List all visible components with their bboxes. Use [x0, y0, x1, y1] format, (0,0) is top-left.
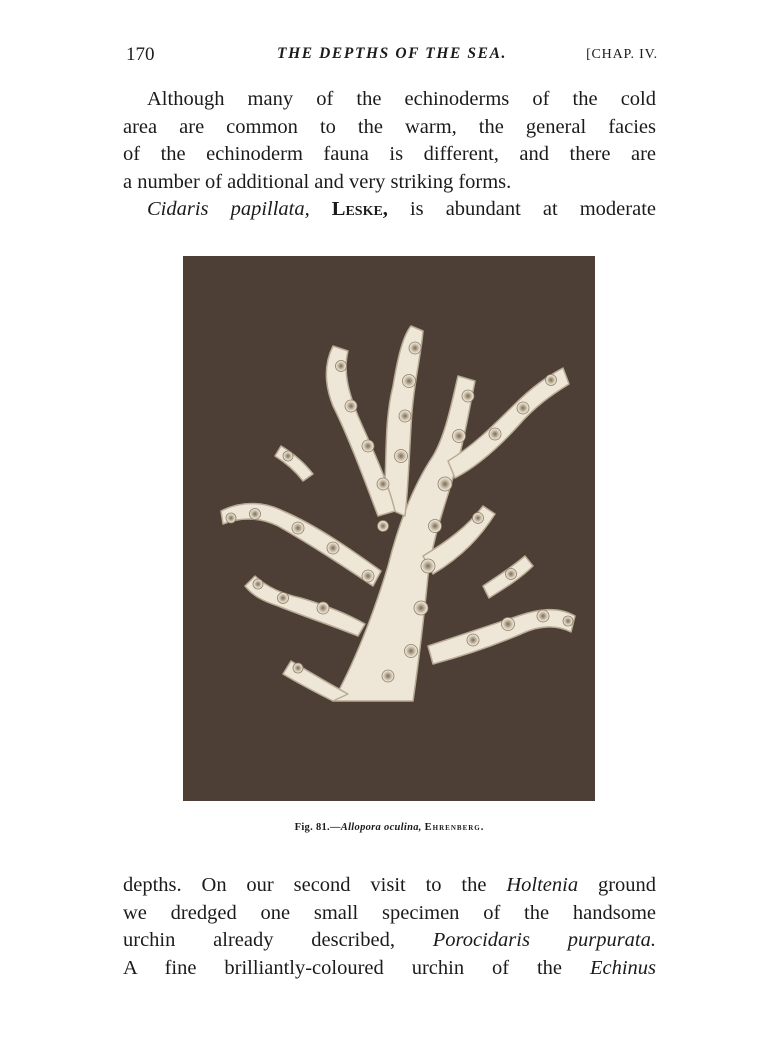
- text-line: a number of additional and very striking forms.: [123, 170, 512, 193]
- paragraph-top: [123, 86, 656, 224]
- text-line-cidaris: [123, 196, 656, 224]
- running-head: [126, 44, 658, 68]
- text-line: Although many of the echinoderms of the cold: [147, 88, 656, 110]
- paragraph-bottom: [123, 872, 656, 982]
- caption-species: Allopora oculina,: [340, 822, 422, 833]
- text-fragment: ground: [597, 874, 657, 896]
- text-line: [123, 927, 656, 955]
- chapter-reference: [CHAP. IV.: [586, 47, 658, 62]
- species-name: Cidaris papillata,: [147, 198, 310, 220]
- genus-name: Echinus: [589, 956, 656, 979]
- author-name: Leske,: [331, 198, 388, 220]
- caption-author: Ehrenberg.: [424, 822, 485, 833]
- coral-illustration: [183, 256, 595, 801]
- text-line: we dredged one small specimen of the handsome: [123, 901, 656, 924]
- caption-label: Fig. 81.—: [294, 822, 341, 833]
- species-name: Porocidaris purpurata.: [432, 929, 656, 951]
- figure-caption: [123, 822, 656, 833]
- text-line: of the echinoderm fauna is different, and there are: [123, 143, 656, 165]
- running-title: THE DEPTHS OF THE SEA.: [277, 45, 507, 62]
- text-line: [123, 955, 656, 983]
- genus-name: Holtenia: [506, 874, 579, 896]
- coral-figure-plate: [183, 256, 595, 801]
- text-fragment: A fine brilliantly-coloured urchin of the: [123, 956, 563, 979]
- text-fragment: is abundant at moderate: [409, 198, 656, 220]
- text-line: area are common to the warm, the general facies: [123, 115, 656, 138]
- page-number: 170: [126, 44, 155, 65]
- text-fragment: urchin already described,: [123, 929, 395, 951]
- text-fragment: depths. On our second visit to the: [123, 874, 487, 896]
- text-line: [123, 872, 656, 900]
